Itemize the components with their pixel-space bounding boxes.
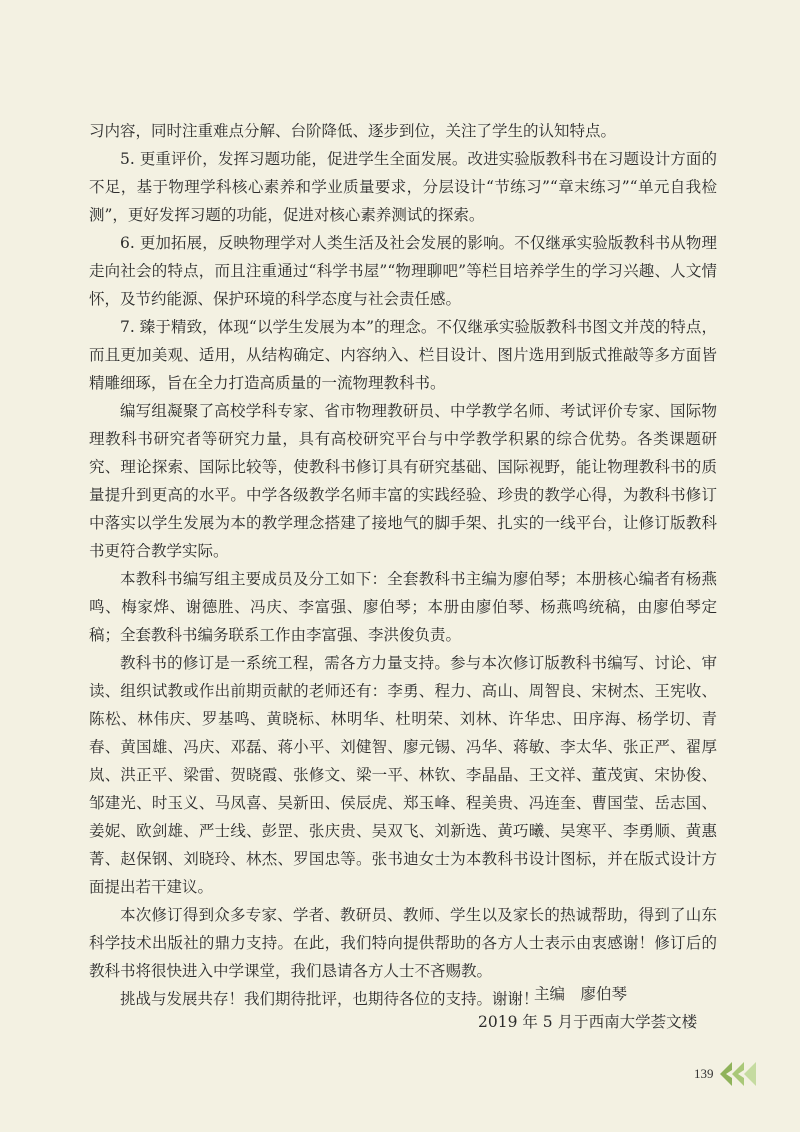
paragraph-members: 本教科书编写组主要成员及分工如下：全套教科书主编为廖伯琴；本册核心编者有杨燕鸣、梅家烨、谢德胜、冯庆、李富强、廖伯琴；本册由廖伯琴、杨燕鸣统稿，由廖伯琴定稿；全套教科书编务联系工作由李富强、李洪俊负责。 — [89, 570, 717, 644]
paragraph-item-6: 6. 更加拓展，反映物理学对人类生活及社会发展的影响。不仅继承实验版教科书从物理走向社会的特点，而且注重通过“科学书屋”“物理聊吧”等栏目培养学生的学习兴趣、人文情怀，及节约能源、保护环境的科学态度与社会责任感。 — [89, 234, 717, 308]
body-text — [89, 117, 717, 1013]
paragraph-writing-team: 编写组凝聚了高校学科专家、省市物理教研员、中学教学名师、考试评价专家、国际物理教科书研究者等研究力量，具有高校研究平台与中学教学积累的综合优势。各类课题研究、理论探索、国际比较等，使教科书修订具有研究基础、国际视野，能让物理教科书的质量提升到更高的水平。中学各级教学名师丰富的实践经验、珍贵的教学心得，为教科书修订中落实以学生发展为本的教学理念搭建了接地气的脚手架、扎实的一线平台，让修订版教科书更符合教学实际。 — [89, 402, 717, 560]
arrow-mid-icon — [732, 1062, 744, 1086]
paragraph-thanks: 本次修订得到众多专家、学者、教研员、教师、学生以及家长的热诚帮助，得到了山东科学技术出版社的鼎力支持。在此，我们特向提供帮助的各方人士表示由衷感谢！修订后的教科书将很快进入中学课堂，我们恳请各方人士不吝赐教。 — [89, 906, 717, 980]
page-arrows-icon — [718, 1060, 758, 1088]
paragraph-contributors: 教科书的修订是一系统工程，需各方力量支持。参与本次修订版教科书编写、讨论、审读、组织试教或作出前期贡献的老师还有：李勇、程力、高山、周智良、宋树杰、王宪收、陈松、林伟庆、罗基鸣、黄晓标、林明华、杜明荣、刘林、许华忠、田序海、杨学切、青春、黄国雄、冯庆、邓磊、蒋小平、刘健智、廖元锡、冯华、蒋敏、李太华、张正严、翟厚岚、洪正平、梁雷、贺晓霞、张修文、梁一平、林钦、李晶晶、王文祥、董茂寅、宋协俊、邹建光、时玉义、马凤喜、吴新田、侯辰虎、郑玉峰、程美贵、冯连奎、曹国莹、岳志国、姜妮、欧剑雄、严士线、彭罡、张庆贵、吴双飞、刘新选、黄巧曦、吴寒平、李勇顺、黄惠菁、赵保钢、刘晓玲、林杰、罗国忠等。张书迪女士为本教科书设计图标，并在版式设计方面提出若干建议。 — [89, 654, 717, 896]
paragraph-continuation: 习内容，同时注重难点分解、台阶降低、逐步到位，关注了学生的认知特点。 — [89, 122, 617, 140]
signature-editor: 主编 廖伯琴 — [534, 985, 628, 1003]
arrow-light-icon — [744, 1062, 756, 1086]
arrow-dark-icon — [720, 1062, 732, 1086]
signature-date: 2019 年 5 月于西南大学荟文楼 — [478, 1013, 698, 1031]
paragraph-closing: 挑战与发展共存！我们期待批评，也期待各位的支持。谢谢！ — [120, 990, 539, 1008]
paragraph-item-7: 7. 臻于精致，体现“以学生发展为本”的理念。不仅继承实验版教科书图文并茂的特点，而且更加美观、适用，从结构确定、内容纳入、栏目设计、图片选用到版式推敲等多方面皆精雕细琢，旨在全力打造高质量的一流物理教科书。 — [89, 318, 717, 392]
paragraph-item-5: 5. 更重评价，发挥习题功能，促进学生全面发展。改进实验版教科书在习题设计方面的不足，基于物理学科核心素养和学业质量要求，分层设计“节练习”“章末练习”“单元自我检测”，更好发挥习题的功能，促进对核心素养测试的探索。 — [89, 150, 717, 224]
page-number: 139 — [694, 1066, 714, 1081]
